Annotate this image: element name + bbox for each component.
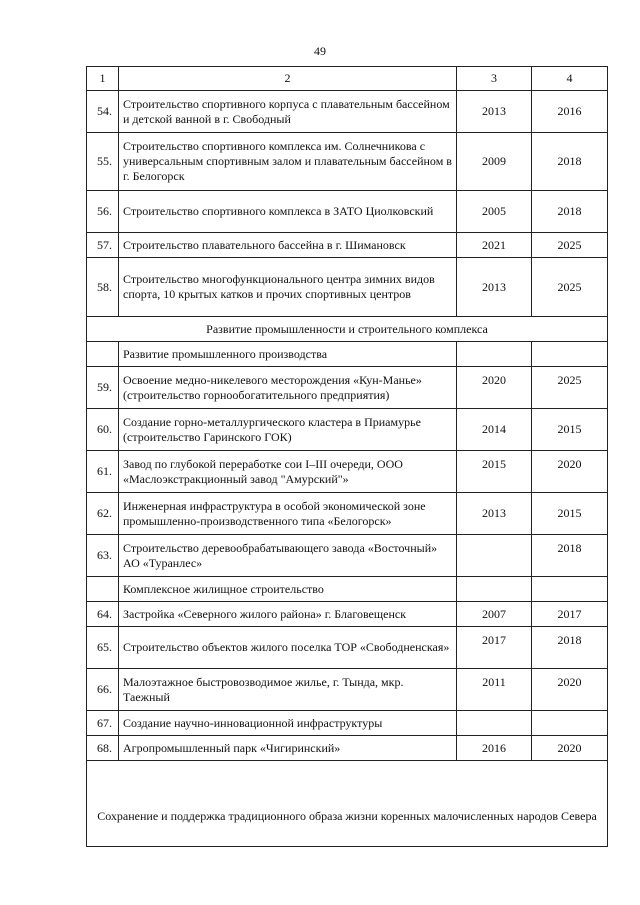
table-row bbox=[87, 535, 608, 577]
row-description: Строительство плавательного бассейна в г. Шимановск bbox=[119, 233, 457, 258]
row-description: Инженерная инфраструктура в особой экономической зоне промышленно-производственного типа «Белогорск» bbox=[119, 493, 457, 535]
row-end-year: 2020 bbox=[532, 451, 608, 493]
subsection-row bbox=[87, 342, 608, 367]
table-row bbox=[87, 367, 608, 409]
table-row bbox=[87, 627, 608, 669]
row-description: Создание горно-металлургического кластера в Приамурье (строительство Гаринского ГОК) bbox=[119, 409, 457, 451]
row-start-year: 2013 bbox=[457, 91, 532, 133]
row-description: Строительство объектов жилого поселка ТОР «Свободненская» bbox=[119, 627, 457, 669]
row-start-year: 2005 bbox=[457, 191, 532, 233]
row-number: 54. bbox=[87, 91, 119, 133]
row-number: 58. bbox=[87, 258, 119, 317]
row-number: 66. bbox=[87, 669, 119, 711]
row-number: 64. bbox=[87, 602, 119, 627]
subsection-title: Комплексное жилищное строительство bbox=[119, 577, 457, 602]
row-end-year: 2015 bbox=[532, 493, 608, 535]
projects-table bbox=[86, 66, 608, 847]
row-start-year: 2007 bbox=[457, 602, 532, 627]
row-start-year: 2015 bbox=[457, 451, 532, 493]
row-description: Малоэтажное быстровозводимое жилье, г. Тында, мкр. Таежный bbox=[119, 669, 457, 711]
table-row bbox=[87, 451, 608, 493]
row-start-year: 2013 bbox=[457, 258, 532, 317]
table-row bbox=[87, 669, 608, 711]
table-row bbox=[87, 493, 608, 535]
row-description: Завод по глубокой переработке сои I–III очереди, ООО «Маслоэкстракционный завод "Амурский"» bbox=[119, 451, 457, 493]
row-start-year bbox=[457, 535, 532, 577]
row-start-year bbox=[457, 342, 532, 367]
section-row bbox=[87, 317, 608, 342]
row-number: 68. bbox=[87, 736, 119, 761]
header-col-4: 4 bbox=[532, 67, 608, 91]
row-description: Застройка «Северного жилого района» г. Благовещенск bbox=[119, 602, 457, 627]
row-start-year: 2009 bbox=[457, 133, 532, 191]
header-col-1: 1 bbox=[87, 67, 119, 91]
table-row bbox=[87, 736, 608, 761]
final-section-title: Сохранение и поддержка традиционного образа жизни коренных малочисленных народов Севера bbox=[87, 761, 608, 847]
row-number bbox=[87, 577, 119, 602]
subsection-row bbox=[87, 577, 608, 602]
table-row bbox=[87, 133, 608, 191]
row-number: 63. bbox=[87, 535, 119, 577]
row-end-year: 2020 bbox=[532, 736, 608, 761]
row-end-year: 2018 bbox=[532, 191, 608, 233]
row-start-year: 2016 bbox=[457, 736, 532, 761]
row-end-year: 2017 bbox=[532, 602, 608, 627]
row-end-year bbox=[532, 577, 608, 602]
section-title: Развитие промышленности и строительного комплекса bbox=[87, 317, 608, 342]
row-description: Строительство спортивного комплекса им. Солнечникова с универсальным спортивным залом и плавательным бассейном в г. Белогорск bbox=[119, 133, 457, 191]
row-start-year bbox=[457, 577, 532, 602]
header-col-2: 2 bbox=[119, 67, 457, 91]
row-number bbox=[87, 342, 119, 367]
table-row bbox=[87, 409, 608, 451]
row-start-year: 2011 bbox=[457, 669, 532, 711]
row-number: 60. bbox=[87, 409, 119, 451]
table-row bbox=[87, 602, 608, 627]
row-end-year: 2025 bbox=[532, 233, 608, 258]
row-start-year: 2021 bbox=[457, 233, 532, 258]
row-description: Освоение медно-никелевого месторождения «Кун-Манье» (строительство горнообогатительного предприятия) bbox=[119, 367, 457, 409]
row-start-year: 2014 bbox=[457, 409, 532, 451]
subsection-title: Развитие промышленного производства bbox=[119, 342, 457, 367]
row-end-year: 2015 bbox=[532, 409, 608, 451]
row-start-year bbox=[457, 711, 532, 736]
row-start-year: 2020 bbox=[457, 367, 532, 409]
row-start-year: 2013 bbox=[457, 493, 532, 535]
row-description: Строительство многофункционального центра зимних видов спорта, 10 крытых катков и прочих спортивных центров bbox=[119, 258, 457, 317]
row-start-year: 2017 bbox=[457, 627, 532, 669]
row-number: 62. bbox=[87, 493, 119, 535]
row-end-year: 2018 bbox=[532, 535, 608, 577]
row-number: 67. bbox=[87, 711, 119, 736]
row-description: Агропромышленный парк «Чигиринский» bbox=[119, 736, 457, 761]
row-end-year: 2025 bbox=[532, 258, 608, 317]
row-end-year bbox=[532, 342, 608, 367]
row-description: Строительство спортивного комплекса в ЗАТО Циолковский bbox=[119, 191, 457, 233]
row-end-year: 2020 bbox=[532, 669, 608, 711]
table-header-row bbox=[87, 67, 608, 91]
row-description: Строительство спортивного корпуса с плавательным бассейном и детской ванной в г. Свободный bbox=[119, 91, 457, 133]
page-number: 49 bbox=[314, 44, 326, 58]
row-description: Строительство деревообрабатывающего завода «Восточный» АО «Туранлес» bbox=[119, 535, 457, 577]
row-number: 65. bbox=[87, 627, 119, 669]
row-end-year: 2016 bbox=[532, 91, 608, 133]
row-number: 59. bbox=[87, 367, 119, 409]
row-end-year: 2018 bbox=[532, 627, 608, 669]
header-col-3: 3 bbox=[457, 67, 532, 91]
row-number: 61. bbox=[87, 451, 119, 493]
table-row bbox=[87, 711, 608, 736]
table-row bbox=[87, 233, 608, 258]
row-description: Создание научно-инновационной инфраструктуры bbox=[119, 711, 457, 736]
row-number: 57. bbox=[87, 233, 119, 258]
final-section-row bbox=[87, 761, 608, 847]
table-row bbox=[87, 91, 608, 133]
row-number: 56. bbox=[87, 191, 119, 233]
row-end-year: 2018 bbox=[532, 133, 608, 191]
table-row bbox=[87, 191, 608, 233]
row-end-year bbox=[532, 711, 608, 736]
row-end-year: 2025 bbox=[532, 367, 608, 409]
table-row bbox=[87, 258, 608, 317]
row-number: 55. bbox=[87, 133, 119, 191]
